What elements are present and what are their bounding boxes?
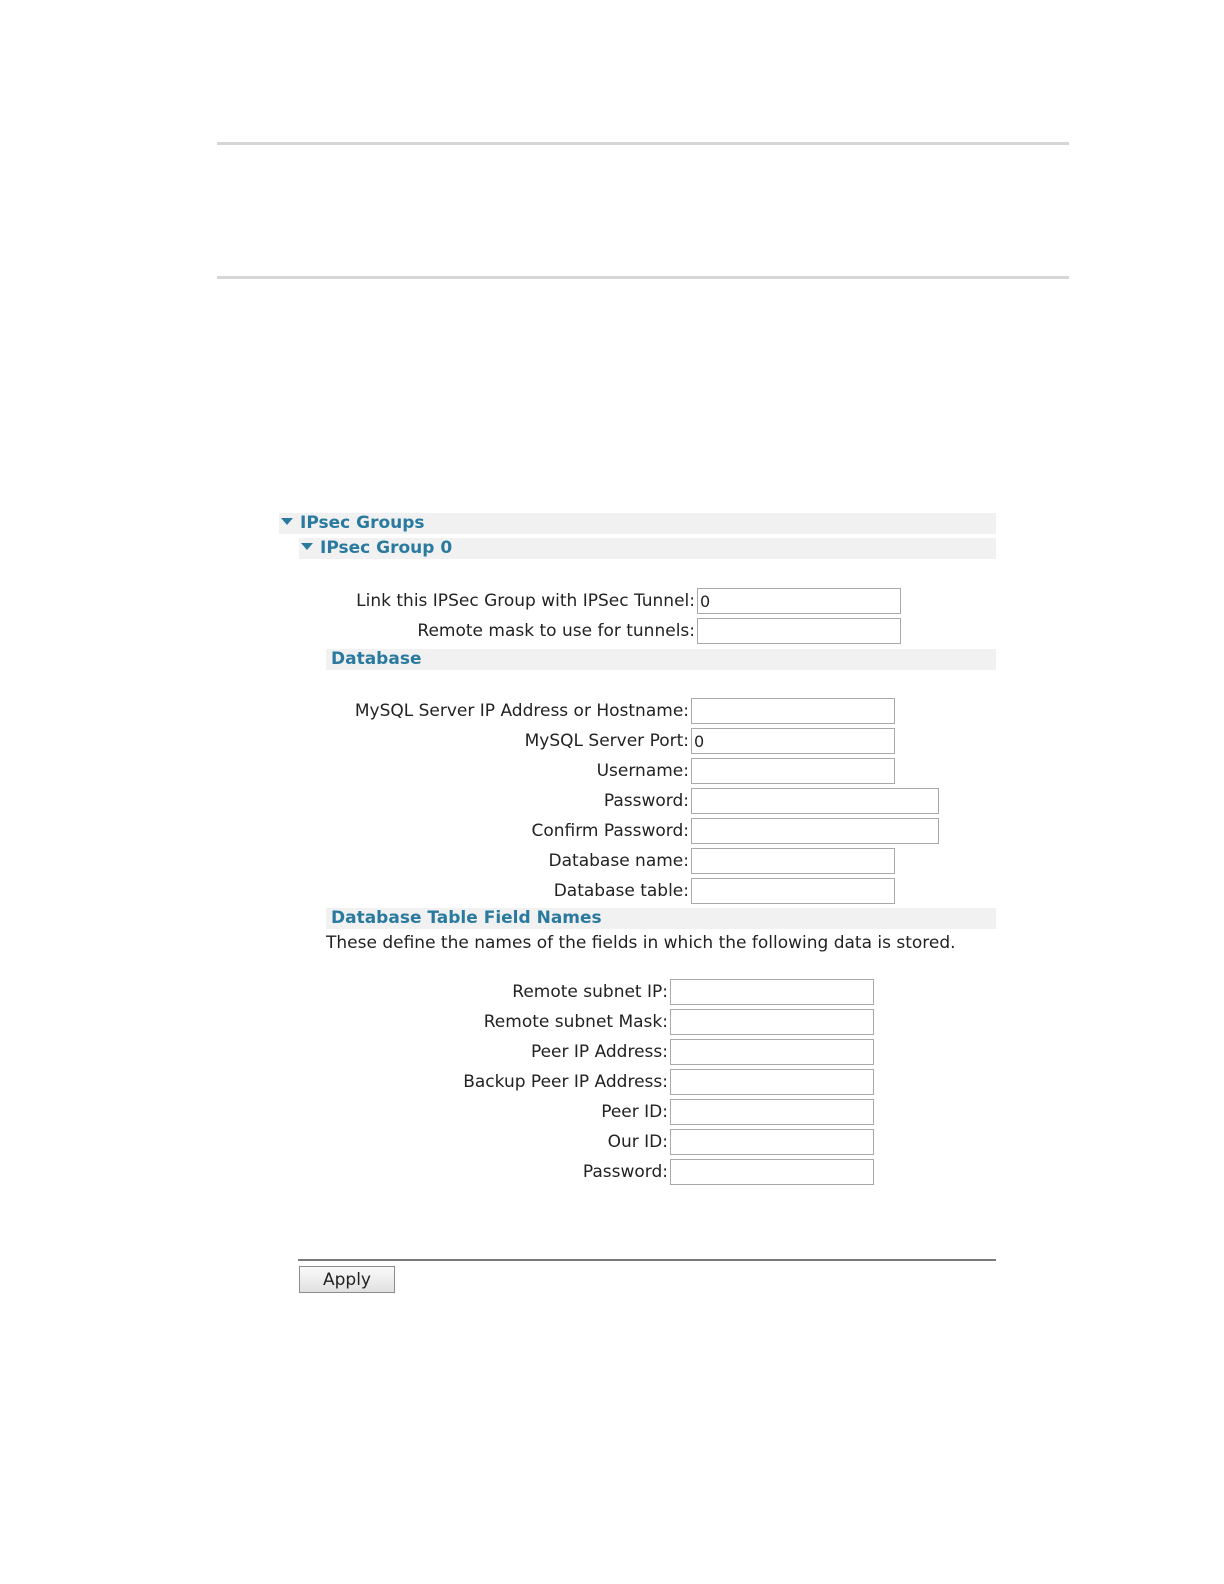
username-label: Username: (596, 761, 689, 781)
database-name-label: Database name: (548, 851, 689, 871)
backup-peer-ip-input[interactable] (670, 1069, 874, 1095)
password-input[interactable] (691, 788, 939, 814)
link-tunnel-input[interactable] (697, 588, 901, 614)
expand-triangle-icon (301, 543, 313, 550)
remote-subnet-ip-input[interactable] (670, 979, 874, 1005)
database-table-label: Database table: (553, 881, 689, 901)
remote-subnet-ip-label: Remote subnet IP: (512, 982, 668, 1002)
field-names-section-header (326, 908, 996, 929)
field-names-section-title: Database Table Field Names (331, 908, 602, 928)
remote-mask-label: Remote mask to use for tunnels: (417, 621, 695, 641)
mysql-host-label: MySQL Server IP Address or Hostname: (354, 701, 689, 721)
database-section-header (326, 649, 996, 670)
password-label: Password: (603, 791, 689, 811)
peer-id-label: Peer ID: (601, 1102, 668, 1122)
link-tunnel-label: Link this IPSec Group with IPSec Tunnel: (356, 591, 695, 611)
peer-id-input[interactable] (670, 1099, 874, 1125)
header-rule-bottom (217, 276, 1069, 279)
remote-subnet-mask-input[interactable] (670, 1009, 874, 1035)
remote-mask-input[interactable] (697, 618, 901, 644)
confirm-password-label: Confirm Password: (531, 821, 689, 841)
mysql-host-input[interactable] (691, 698, 895, 724)
mysql-port-input[interactable] (691, 728, 895, 754)
mysql-port-label: MySQL Server Port: (524, 731, 689, 751)
confirm-password-input[interactable] (691, 818, 939, 844)
header-rule-top (217, 142, 1069, 145)
peer-ip-label: Peer IP Address: (530, 1042, 668, 1062)
ipsec-group-0-header[interactable] (299, 538, 996, 559)
field-password-input[interactable] (670, 1159, 874, 1185)
username-input[interactable] (691, 758, 895, 784)
our-id-label: Our ID: (607, 1132, 668, 1152)
database-name-input[interactable] (691, 848, 895, 874)
apply-separator (298, 1259, 996, 1261)
ipsec-groups-title: IPsec Groups (300, 513, 425, 533)
peer-ip-input[interactable] (670, 1039, 874, 1065)
remote-subnet-mask-label: Remote subnet Mask: (483, 1012, 668, 1032)
backup-peer-ip-label: Backup Peer IP Address: (463, 1072, 668, 1092)
field-names-description: These define the names of the fields in which the following data is stored. (326, 933, 956, 953)
apply-button[interactable]: Apply (299, 1266, 395, 1293)
ipsec-groups-header[interactable] (279, 513, 996, 534)
field-password-label: Password: (582, 1162, 668, 1182)
database-table-input[interactable] (691, 878, 895, 904)
expand-triangle-icon (281, 518, 293, 525)
database-section-title: Database (331, 649, 422, 669)
our-id-input[interactable] (670, 1129, 874, 1155)
ipsec-group-0-title: IPsec Group 0 (320, 538, 453, 558)
